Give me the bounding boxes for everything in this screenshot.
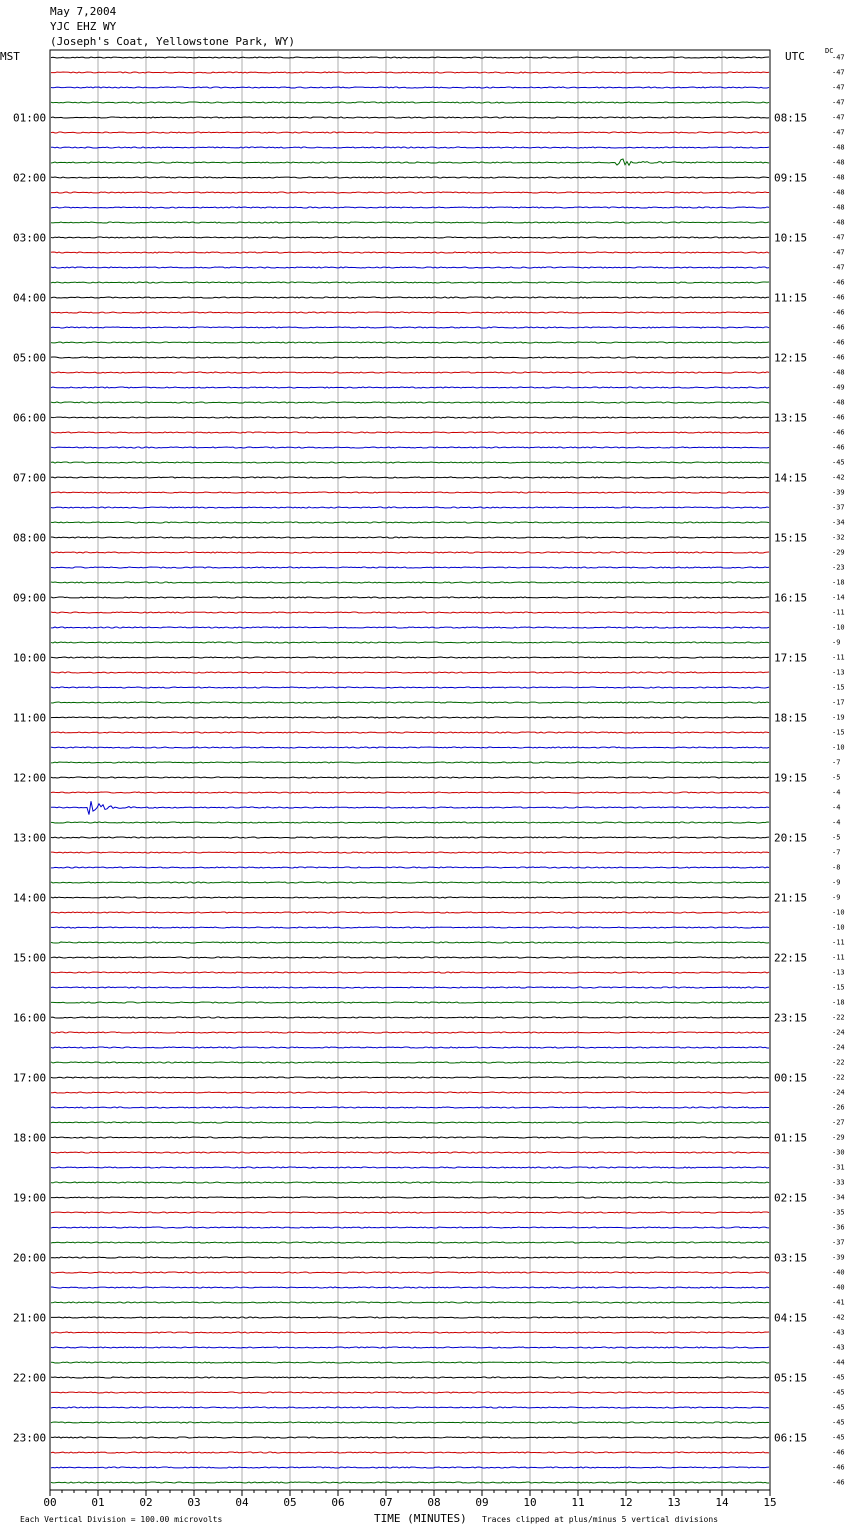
x-tick-label: 06: [331, 1496, 345, 1509]
seismic-trace: [51, 522, 769, 523]
clip-note: Traces clipped at plus/minus 5 vertical divisions: [482, 1515, 719, 1524]
seismic-trace: [51, 702, 769, 703]
utc-hour-label: 16:15: [774, 591, 808, 605]
seismic-trace: [51, 1122, 769, 1123]
seismic-trace: [51, 582, 769, 583]
header-station: YJC EHZ WY: [50, 20, 117, 33]
mst-hour-label: 02:00: [13, 171, 47, 185]
seismic-trace: [51, 837, 769, 838]
dc-value-label: -36: [832, 1223, 845, 1232]
dc-value-label: -11: [832, 608, 845, 617]
dc-value-label: -30: [832, 1148, 845, 1157]
seismic-trace: [51, 1482, 769, 1483]
seismic-trace: [51, 1107, 769, 1108]
dc-value-label: -7: [832, 758, 841, 767]
dc-value-label: -35: [832, 1208, 845, 1217]
mst-hour-label: 03:00: [13, 231, 47, 245]
seismic-trace: [51, 717, 769, 718]
dc-value-label: -45: [832, 1433, 845, 1442]
utc-hour-label: 20:15: [774, 831, 808, 845]
seismic-trace: [51, 552, 769, 553]
dc-value-label: -43: [832, 1343, 845, 1352]
seismic-trace: [51, 1137, 769, 1138]
utc-hour-label: 21:15: [774, 891, 808, 905]
dc-value-label: -48: [832, 203, 845, 212]
seismic-trace: [51, 732, 769, 733]
seismic-trace: [51, 627, 769, 628]
seismic-trace: [51, 477, 769, 478]
seismic-trace: [51, 282, 769, 283]
x-tick-label: 14: [715, 1496, 729, 1509]
seismic-trace: [51, 972, 769, 973]
seismic-trace: [51, 567, 769, 568]
seismic-trace: [51, 372, 769, 373]
dc-value-label: -34: [832, 1193, 845, 1202]
x-tick-label: 10: [523, 1496, 537, 1509]
seismic-trace: [51, 1062, 769, 1063]
seismic-trace: [51, 1347, 769, 1348]
mst-hour-label: 20:00: [13, 1251, 47, 1265]
seismic-trace: [51, 1197, 769, 1198]
seismic-trace: [51, 1242, 769, 1243]
dc-value-label: -47: [832, 83, 845, 92]
dc-value-label: -27: [832, 1118, 845, 1127]
utc-hour-label: 14:15: [774, 471, 808, 485]
seismic-trace: [51, 1212, 769, 1213]
mst-hour-label: 10:00: [13, 651, 47, 665]
seismic-trace: [51, 657, 769, 658]
seismic-trace: [51, 1407, 769, 1408]
seismic-trace: [51, 801, 769, 814]
dc-value-label: -24: [832, 1043, 845, 1052]
scale-note: Each Vertical Division = 100.00 microvolts: [20, 1515, 223, 1524]
dc-value-label: -45: [832, 1403, 845, 1412]
x-tick-label: 13: [667, 1496, 681, 1509]
dc-value-label: -46: [832, 353, 845, 362]
dc-value-label: -43: [832, 1328, 845, 1337]
dc-value-label: -46: [832, 293, 845, 302]
dc-value-label: -45: [832, 458, 845, 467]
seismic-trace: [51, 1377, 769, 1378]
seismic-trace: [51, 882, 769, 883]
mst-hour-label: 17:00: [13, 1071, 47, 1085]
dc-value-label: -42: [832, 473, 845, 482]
mst-hour-label: 08:00: [13, 531, 47, 545]
dc-value-label: -11: [832, 938, 845, 947]
dc-value-label: -48: [832, 188, 845, 197]
dc-value-label: -7: [832, 848, 841, 857]
dc-value-label: -23: [832, 563, 845, 572]
dc-value-label: -42: [832, 1313, 845, 1322]
seismic-trace: [51, 402, 769, 403]
seismic-trace: [51, 87, 769, 88]
mst-hour-label: 09:00: [13, 591, 47, 605]
seismic-trace: [51, 1017, 769, 1018]
seismic-trace: [51, 1452, 769, 1453]
seismic-trace: [51, 1002, 769, 1003]
dc-value-label: -46: [832, 1463, 845, 1472]
dc-value-label: -41: [832, 1298, 845, 1307]
seismic-trace: [51, 432, 769, 433]
x-tick-label: 09: [475, 1496, 489, 1509]
dc-value-label: -48: [832, 368, 845, 377]
seismic-trace: [51, 237, 769, 238]
seismic-trace: [51, 1182, 769, 1183]
seismic-trace: [51, 102, 769, 103]
dc-value-label: -47: [832, 263, 845, 272]
seismic-trace: [51, 1032, 769, 1033]
seismic-trace: [51, 417, 769, 418]
utc-hour-label: 05:15: [774, 1371, 808, 1385]
mst-hour-label: 16:00: [13, 1011, 47, 1025]
dc-value-label: -22: [832, 1073, 845, 1082]
seismic-trace: [51, 312, 769, 313]
seismic-trace: [51, 642, 769, 643]
dc-value-label: -44: [832, 1358, 845, 1367]
seismic-trace: [51, 537, 769, 538]
dc-value-label: -48: [832, 143, 845, 152]
dc-value-label: -46: [832, 338, 845, 347]
seismic-trace: [51, 957, 769, 958]
x-tick-label: 00: [43, 1496, 57, 1509]
dc-value-label: -31: [832, 1163, 845, 1172]
dc-value-label: -4: [832, 803, 841, 812]
seismic-trace: [51, 192, 769, 193]
seismic-trace: [51, 357, 769, 358]
seismic-trace: [51, 462, 769, 463]
seismic-trace: [51, 147, 769, 148]
dc-value-label: -47: [832, 128, 845, 137]
x-axis-label: TIME (MINUTES): [374, 1512, 467, 1525]
dc-value-label: -24: [832, 1028, 845, 1037]
dc-value-label: -47: [832, 233, 845, 242]
seismic-trace: [51, 1227, 769, 1228]
dc-value-label: -37: [832, 503, 845, 512]
seismic-trace: [51, 747, 769, 748]
seismic-trace: [51, 507, 769, 508]
dc-value-label: -10: [832, 923, 845, 932]
dc-value-label: -22: [832, 1013, 845, 1022]
utc-hour-label: 18:15: [774, 711, 808, 725]
dc-value-label: -47: [832, 113, 845, 122]
utc-hour-label: 13:15: [774, 411, 808, 425]
dc-value-label: -46: [832, 1478, 845, 1487]
x-tick-label: 08: [427, 1496, 441, 1509]
seismic-trace: [51, 1317, 769, 1318]
seismic-trace: [51, 612, 769, 613]
dc-value-label: -37: [832, 1238, 845, 1247]
dc-value-label: -17: [832, 698, 845, 707]
x-tick-label: 11: [571, 1496, 585, 1509]
seismic-trace: [51, 132, 769, 133]
utc-hour-label: 15:15: [774, 531, 808, 545]
dc-value-label: -5: [832, 833, 841, 842]
x-tick-label: 15: [763, 1496, 777, 1509]
seismic-trace: [51, 687, 769, 688]
seismic-trace: [51, 1167, 769, 1168]
mst-hour-label: 21:00: [13, 1311, 47, 1325]
dc-value-label: -46: [832, 413, 845, 422]
utc-hour-label: 23:15: [774, 1011, 808, 1025]
mst-hour-label: 14:00: [13, 891, 47, 905]
dc-value-label: -48: [832, 218, 845, 227]
x-tick-label: 03: [187, 1496, 201, 1509]
dc-value-label: -26: [832, 1103, 845, 1112]
utc-hour-label: 22:15: [774, 951, 808, 965]
dc-value-label: -15: [832, 728, 845, 737]
x-tick-label: 07: [379, 1496, 393, 1509]
dc-value-label: -9: [832, 893, 841, 902]
utc-hour-label: 00:15: [774, 1071, 808, 1085]
utc-hour-label: 09:15: [774, 171, 808, 185]
header-location: (Joseph's Coat, Yellowstone Park, WY): [50, 35, 296, 48]
seismic-trace: [51, 1437, 769, 1438]
seismic-trace: [51, 1047, 769, 1048]
seismic-trace: [51, 672, 769, 673]
seismic-trace: [51, 822, 769, 823]
seismic-trace: [51, 387, 769, 388]
seismic-trace: [51, 177, 769, 178]
mst-hour-label: 01:00: [13, 111, 47, 125]
seismic-trace: [51, 1257, 769, 1258]
dc-value-label: -14: [832, 593, 845, 602]
dc-value-label: -45: [832, 1373, 845, 1382]
seismic-trace: [51, 1287, 769, 1288]
seismic-trace: [51, 1467, 769, 1468]
dc-value-label: -4: [832, 818, 841, 827]
dc-value-label: -9: [832, 878, 841, 887]
dc-value-label: -49: [832, 383, 845, 392]
utc-hour-label: 01:15: [774, 1131, 808, 1145]
seismic-trace: [51, 1302, 769, 1303]
seismic-trace: [51, 1332, 769, 1333]
dc-value-label: -32: [832, 533, 845, 542]
dc-value-label: -46: [832, 428, 845, 437]
plot-frame: [50, 50, 770, 1490]
seismic-trace: [51, 777, 769, 778]
dc-value-label: -29: [832, 1133, 845, 1142]
dc-value-label: -33: [832, 1178, 845, 1187]
mst-hour-label: 11:00: [13, 711, 47, 725]
dc-value-label: -47: [832, 248, 845, 257]
utc-hour-label: 08:15: [774, 111, 808, 125]
header-date: May 7,2004: [50, 5, 117, 18]
mst-hour-label: 06:00: [13, 411, 47, 425]
seismic-trace: [51, 252, 769, 253]
seismic-trace: [51, 987, 769, 988]
seismic-trace: [51, 117, 769, 118]
dc-value-label: -46: [832, 278, 845, 287]
dc-value-label: -47: [832, 98, 845, 107]
dc-value-label: -40: [832, 1268, 845, 1277]
dc-value-label: -48: [832, 173, 845, 182]
dc-value-label: -9: [832, 638, 841, 647]
dc-value-label: -5: [832, 773, 841, 782]
seismic-trace: [51, 852, 769, 853]
dc-value-label: -10: [832, 908, 845, 917]
utc-hour-label: 03:15: [774, 1251, 808, 1265]
mst-hour-label: 15:00: [13, 951, 47, 965]
mst-hour-label: 13:00: [13, 831, 47, 845]
dc-value-label: -24: [832, 1088, 845, 1097]
dc-value-label: -29: [832, 548, 845, 557]
dc-value-label: -46: [832, 1448, 845, 1457]
dc-value-label: -45: [832, 1418, 845, 1427]
dc-value-label: -13: [832, 968, 845, 977]
seismic-trace: [51, 867, 769, 868]
seismic-trace: [51, 1092, 769, 1093]
seismic-trace: [51, 927, 769, 928]
seismic-trace: [51, 222, 769, 223]
dc-value-label: -39: [832, 488, 845, 497]
seismic-trace: [51, 327, 769, 328]
seismic-trace: [51, 72, 769, 73]
seismic-trace: [51, 1362, 769, 1363]
mst-hour-label: 19:00: [13, 1191, 47, 1205]
mst-hour-label: 22:00: [13, 1371, 47, 1385]
seismic-trace: [51, 897, 769, 898]
utc-hour-label: 02:15: [774, 1191, 808, 1205]
dc-value-label: -8: [832, 863, 841, 872]
dc-value-label: -46: [832, 323, 845, 332]
seismic-trace: [51, 762, 769, 763]
dc-value-label: -13: [832, 668, 845, 677]
dc-value-label: -46: [832, 308, 845, 317]
seismic-trace: [51, 1392, 769, 1393]
dc-value-label: -48: [832, 158, 845, 167]
mst-zone-label: MST: [0, 50, 20, 63]
utc-hour-label: 10:15: [774, 231, 808, 245]
x-tick-label: 12: [619, 1496, 633, 1509]
x-tick-label: 02: [139, 1496, 153, 1509]
seismic-trace: [51, 57, 769, 58]
dc-value-label: -18: [832, 578, 845, 587]
dc-value-label: -39: [832, 1253, 845, 1262]
seismic-trace: [51, 447, 769, 448]
utc-hour-label: 06:15: [774, 1431, 808, 1445]
seismic-trace: [51, 1422, 769, 1423]
seismic-trace: [51, 792, 769, 793]
seismic-trace: [51, 342, 769, 343]
dc-value-label: -4: [832, 788, 841, 797]
dc-value-label: -10: [832, 623, 845, 632]
utc-hour-label: 11:15: [774, 291, 808, 305]
seismic-trace: [51, 1152, 769, 1153]
dc-value-label: -15: [832, 683, 845, 692]
seismic-trace: [51, 492, 769, 493]
dc-value-label: -48: [832, 398, 845, 407]
seismic-trace: [51, 597, 769, 598]
dc-value-label: -34: [832, 518, 845, 527]
mst-hour-label: 05:00: [13, 351, 47, 365]
mst-hour-label: 12:00: [13, 771, 47, 785]
utc-hour-label: 04:15: [774, 1311, 808, 1325]
seismic-trace: [51, 159, 769, 165]
dc-value-label: -11: [832, 653, 845, 662]
seismic-trace: [51, 942, 769, 943]
dc-value-label: -46: [832, 443, 845, 452]
x-tick-label: 05: [283, 1496, 297, 1509]
dc-value-label: -18: [832, 998, 845, 1007]
x-tick-label: 01: [91, 1496, 105, 1509]
seismic-trace: [51, 1077, 769, 1078]
dc-value-label: -19: [832, 713, 845, 722]
seismic-trace: [51, 1272, 769, 1273]
seismic-trace: [51, 297, 769, 298]
dc-value-label: -11: [832, 953, 845, 962]
dc-value-label: -10: [832, 743, 845, 752]
dc-label: DC: [825, 47, 834, 55]
mst-hour-label: 18:00: [13, 1131, 47, 1145]
dc-value-label: -22: [832, 1058, 845, 1067]
dc-value-label: -45: [832, 1388, 845, 1397]
mst-hour-label: 07:00: [13, 471, 47, 485]
utc-zone-label: UTC: [785, 50, 805, 63]
dc-value-label: -15: [832, 983, 845, 992]
seismic-trace: [51, 207, 769, 208]
dc-value-label: -47: [832, 53, 845, 62]
seismic-trace: [51, 912, 769, 913]
mst-hour-label: 23:00: [13, 1431, 47, 1445]
mst-hour-label: 04:00: [13, 291, 47, 305]
dc-value-label: -40: [832, 1283, 845, 1292]
utc-hour-label: 17:15: [774, 651, 808, 665]
x-tick-label: 04: [235, 1496, 249, 1509]
seismic-trace: [51, 267, 769, 268]
utc-hour-label: 12:15: [774, 351, 808, 365]
dc-value-label: -47: [832, 68, 845, 77]
utc-hour-label: 19:15: [774, 771, 808, 785]
